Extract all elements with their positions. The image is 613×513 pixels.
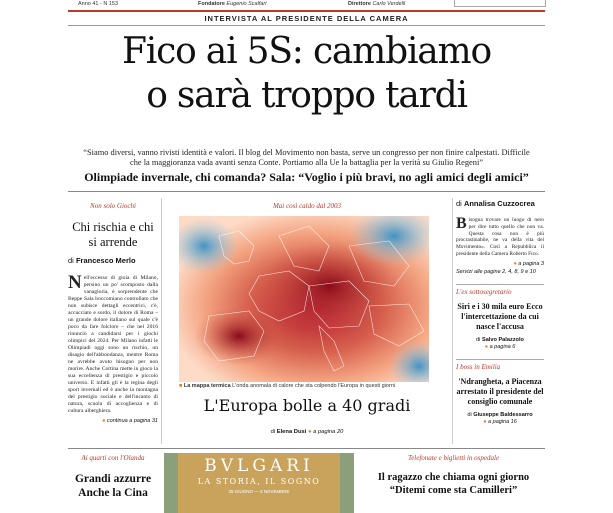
bottom-right-story [362,452,545,497]
left-byline: di Francesco Merlo [68,256,136,265]
map-caption: ■ La mappa termica L'onda anomala di calore che sta colpendo l'Europa in questi giorni [179,383,396,389]
lead-kicker: INTERVISTA AL PRESIDENTE DELLA CAMERA [204,14,409,23]
bottom-right-kicker: Telefonate e biglietti in ospedale [407,454,500,462]
divider [68,448,545,449]
center-column [166,196,448,446]
lead-subheadline[interactable]: Olimpiade invernale, chi comanda? Sala: “Voglio i più bravi, no agli amici degli amici” [84,170,529,184]
right-section-kicker-3: I boss in Emilia [456,359,544,371]
bullet-icon: ● [483,418,487,425]
dropcap: N [68,272,82,293]
divider [68,25,545,26]
bullet-icon: ● [513,260,517,267]
center-headline[interactable]: L'Europa bolle a 40 gradi [203,396,411,415]
square-icon: ■ [179,383,183,389]
left-continued[interactable]: ● continua a pagina 31 [102,418,158,424]
founder: Fondatore Eugenio Scalfari [198,1,267,7]
center-kicker: Mai così caldo dal 2003 [272,202,342,210]
right-column [456,196,544,446]
left-column [68,196,158,446]
right-section-kicker-2: L'ex sottosegretario [456,284,544,296]
right-page-3[interactable]: ● a pagina 16 [483,418,517,425]
bottom-right-headline[interactable]: Il ragazzo che chiama ogni giorno “Ditemi come sta Camilleri” [377,472,530,496]
left-title[interactable]: Chi rischia e chi si arrende [72,220,154,249]
right-page-ref[interactable]: ● a pagina 3 [513,260,544,267]
right-byline-2: di Salvo Palazzolo [476,336,524,343]
divider [68,191,545,192]
bullet-icon: ● [307,429,312,435]
center-byline: di Elena Dusi ● a pagina 20 [270,429,344,435]
headline-line-2: o sarà troppo tardi [146,75,467,116]
right-byline: di Annalisa Cuzzocrea [456,199,535,208]
europe-heat-map [179,216,429,382]
red-divider [68,10,545,12]
director: Direttore Carlo Verdelli [348,1,406,7]
bullet-icon: ● [102,418,106,424]
bullet-icon: ● [484,343,489,350]
column-divider [452,198,453,444]
bottom-left-story [68,452,158,500]
right-page-2[interactable]: ● a pagina 6 [484,343,516,350]
right-headline-3[interactable]: 'Ndrangheta, a Piacenza arrestato il presidente del consiglio comunale [456,376,544,406]
issue-number: Anno 41 - N 153 [78,1,119,7]
bottom-left-kicker: Ai quarti con l'Olanda [81,454,145,462]
right-byline-3: di Giuseppe Baldessarro [467,411,533,418]
ad-brand: BVLGARI [204,456,314,476]
lead-standfirst: “Siamo diversi, vanno rivisti identità e valori. Il blog del Movimento non basta, serve un congresso per non finire calpestati. Difficile che la maggioranza vada avanti senza Conte. Portiamo alla Ue la battaglia per la verità su Giulio Regeni” [83,148,530,167]
dropcap: B [456,215,467,232]
right-headline-2[interactable]: Siri e i 30 mila euro Ecco l'intercettazione da cui nasce l'accusa [457,301,543,331]
right-body: Bisogna trovare un luogo di nero per dire tutto quello che non va. Questa cosa non è più procrastinabile, ne va della vita del Movimento». Così a Repubblica il presidente della Camera Roberto Fico. [456,215,544,257]
right-services: Servizi alle pagine 2, 4, 8, 9 e 10 [456,268,536,275]
bvlgari-advertisement[interactable] [164,453,354,513]
left-body: Nell'eccesso di gioia di Milano, persino un po' scomposto dalla vanagloria, è sorprendente che Beppe Sala boccomiano controllato che non subisce dettagli eccentrici, c'è, accucciato e sordo, il dolore di Roma – un grande dolore italiano sul quale c'è poco da fare folclore – che nel 2016 rinunciò a candidarsi per i giochi olimpici del 2024. Per Milano infatti le Olimpiadi oggi sono un rischio, un disagio dell'abbondanza, mentre Roma ne avrebbe avuto bisogno per non morire. Anche Cortina mette in gioco la sua eccellenza di prestigio e piccolo universo. E infatti gli è la regina degli sport invernali ed è anche la montagna del prestigio sociale e dell'incanto di natura, scuola di accoglienza e di cultura alberghiera. [68,272,158,414]
lead-headline[interactable] [68,30,545,118]
left-kicker: Non solo Giochi [90,202,136,210]
column-divider [161,198,162,444]
heat-map-image[interactable] [179,216,429,382]
newspaper-page [68,0,545,500]
ad-dates: 25 GIUGNO — 3 NOVEMBRE [228,489,290,494]
bottom-left-headline[interactable]: Grandi azzurre Anche la Cina [74,473,152,499]
headline-line-1: Fico ai 5S: cambiamo [122,31,491,72]
masthead-box [454,0,546,7]
ad-tagline: LA STORIA, IL SOGNO [197,477,321,486]
